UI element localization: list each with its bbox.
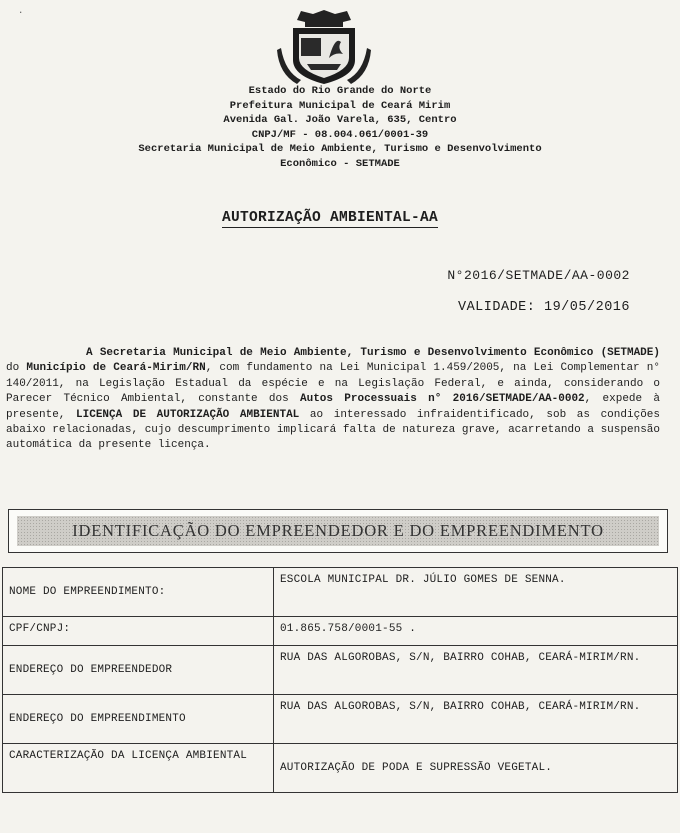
paragraph-middle-1: , com fundamento na Lei Municipal 1.459/2005, na Lei Complementar n° 140/2011, na Legislação Estadual da espécie e na Legislação Federal, e ainda, considerando o Parecer Técnico Ambiental, constante dos xyxy=(6,362,661,406)
licenca-bold: LICENÇA DE AUTORIZAÇÃO AMBIENTAL xyxy=(76,408,300,421)
row-value: ESCOLA MUNICIPAL DR. JÚLIO GOMES DE SENNA. xyxy=(274,568,678,617)
cnpj-line: CNPJ/MF - 08.004.061/0001-39 xyxy=(251,128,429,141)
row-value: 01.865.758/0001-55 . xyxy=(274,617,678,646)
section-title: IDENTIFICAÇÃO DO EMPREENDEDOR E DO EMPREENDIMENTO xyxy=(17,516,659,546)
setmade-bold: (SETMADE) xyxy=(600,347,660,359)
intro-bold: A Secretaria Municipal de Meio Ambiente, Turismo e Desenvolvimento Econômico xyxy=(86,347,594,359)
document-validity: VALIDADE: 19/05/2016 xyxy=(457,300,630,315)
municipal-coat-of-arms-icon xyxy=(277,8,371,88)
identification-table xyxy=(2,567,678,793)
scan-speck: · xyxy=(18,8,24,18)
address-line: Avenida Gal. João Varela, 635, Centro xyxy=(223,114,457,126)
table-row xyxy=(3,646,678,695)
document-title-text: AUTORIZAÇÃO AMBIENTAL-AA xyxy=(221,210,439,226)
row-value: AUTORIZAÇÃO DE PODA E SUPRESSÃO VEGETAL. xyxy=(274,744,678,793)
letterhead xyxy=(0,84,680,171)
table-row xyxy=(3,568,678,617)
authorization-paragraph xyxy=(6,346,660,454)
section-banner xyxy=(8,509,668,553)
state-line: Estado do Rio Grande do Norte xyxy=(248,85,432,97)
table-row xyxy=(3,744,678,793)
row-label: ENDEREÇO DO EMPREENDEDOR xyxy=(3,646,274,695)
do-text: do xyxy=(6,362,20,375)
paragraph-middle-2: , expede à presente, xyxy=(6,393,661,421)
table-row xyxy=(3,695,678,744)
secretariat-line-2: Econômico - SETMADE xyxy=(280,157,400,170)
autos-bold: Autos Processuais n° 2016/SETMADE/AA-0002 xyxy=(300,393,585,406)
prefecture-line: Prefeitura Municipal de Ceará Mirim xyxy=(229,99,451,112)
document-title xyxy=(0,210,660,226)
table-row xyxy=(3,617,678,646)
municipio-bold: Município de Ceará-Mirim/RN xyxy=(26,362,206,375)
row-label: NOME DO EMPREENDIMENTO: xyxy=(3,568,274,617)
row-label: ENDEREÇO DO EMPREENDIMENTO xyxy=(3,695,274,744)
row-label: CARACTERIZAÇÃO DA LICENÇA AMBIENTAL xyxy=(3,744,274,793)
row-label: CPF/CNPJ: xyxy=(3,617,274,646)
secretariat-line-1: Secretaria Municipal de Meio Ambiente, Turismo e Desenvolvimento xyxy=(138,143,542,155)
paragraph-end: ao interessado infraidentificado, sob as condições abaixo relacionadas, cujo descumprimento implicará falta de natureza grave, acarretando a suspensão automática da presente licença. xyxy=(6,408,660,452)
document-number: N°2016/SETMADE/AA-0002 xyxy=(447,268,630,283)
row-value: RUA DAS ALGOROBAS, S/N, BAIRRO COHAB, CEARÁ-MIRIM/RN. xyxy=(274,646,678,695)
row-value: RUA DAS ALGOROBAS, S/N, BAIRRO COHAB, CEARÁ-MIRIM/RN. xyxy=(274,695,678,744)
